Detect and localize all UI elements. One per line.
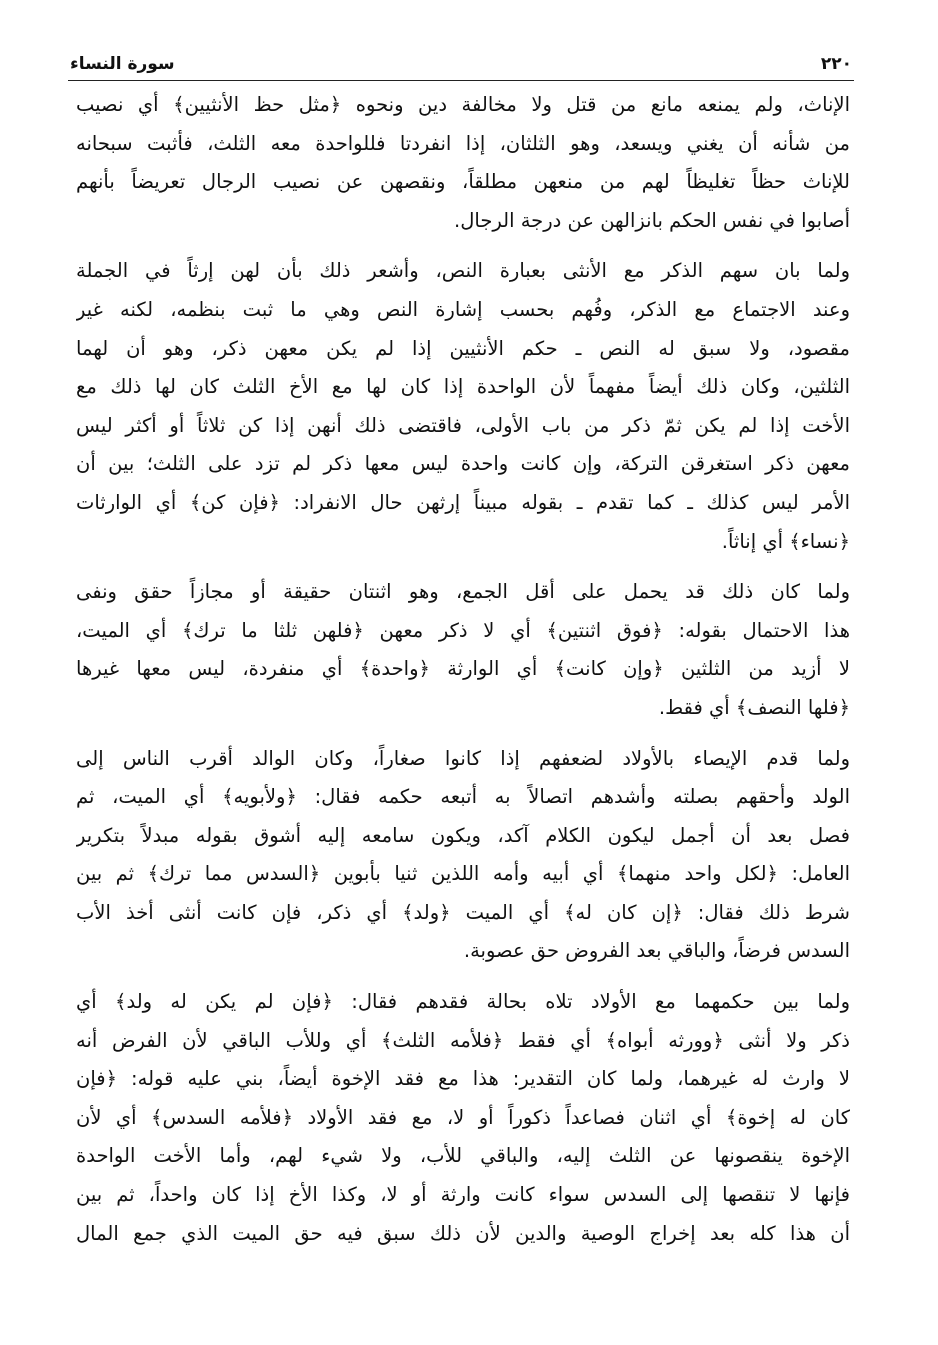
text-line: ولما بين حكمهما مع الأولاد تلاه بحالة فقدهم فقال: ﴿فإن لم يكن له ولد﴾ أي bbox=[76, 990, 850, 1014]
text-line: فإنها لا تنقصها إلى السدس سواء كانت وارثة أو لا، وكذا الأخ إذا كان واحداً، ثم بين bbox=[76, 1183, 850, 1207]
paragraph-3 bbox=[76, 573, 850, 727]
paragraph-2 bbox=[76, 252, 850, 561]
text-line: الإخوة ينقصونها عن الثلث إليه، والباقي للأب، ولا شيء لهم، وأما الأخت الواحدة bbox=[76, 1144, 850, 1168]
text-line: لا وارث له غيرهما، ولما كان التقدير: هذا مع فقد الإخوة أيضاً، بني عليه قوله: ﴿فإن bbox=[76, 1067, 850, 1091]
text-line: شرط ذلك فقال: ﴿إن كان له﴾ أي الميت ﴿ولد﴾ أي ذكر، فإن كانت أنثى أخذ الأب bbox=[76, 900, 850, 924]
text-line: ولما بان سهم الذكر مع الأنثى بعبارة النص، وأشعر ذلك بأن لهن إرثاً في الجملة bbox=[76, 259, 850, 283]
text-line: الولد وأحقهم بصلته وأشدهم اتصالاً به أتبعه حكمه فقال: ﴿ولأبويه﴾ أي الميت، ثم bbox=[76, 785, 850, 809]
text-line: كان له إخوة﴾ أي اثنان فصاعداً ذكوراً أو لا، مع فقد الأولاد ﴿فلأمه السدس﴾ أي لأن bbox=[76, 1105, 850, 1129]
text-line: ﴿فلها النصف﴾ أي فقط. bbox=[658, 695, 850, 719]
text-line: الأمر ليس كذلك ـ كما تقدم ـ بقوله مبيناً إرثهن حال الانفراد: ﴿فإن كن﴾ أي الوارثات bbox=[76, 490, 850, 514]
text-line: أن هذا كله بعد إخراج الوصية والدين لأن ذلك سبق فيه حق الميت الذي جمع المال bbox=[76, 1221, 850, 1245]
text-line: السدس فرضاً، والباقي بعد الفروض حق عصوبة. bbox=[463, 939, 850, 963]
text-line: ولما كان ذلك قد يحمل على أقل الجمع، وهو اثنتان حقيقة أو مجازاً حقق ونفى bbox=[76, 580, 850, 604]
text-line: من شأنه أن يغني ويسعد، وهو الثلثان، إذا انفردتا فللواحدة معه الثلث، فأثبت سبحانه bbox=[76, 131, 850, 155]
text-line: ذكر ولا أنثى ﴿وورثه أبواه﴾ أي فقط ﴿فلأمه الثلث﴾ أي وللأب الباقي لأن الفرض أنه bbox=[76, 1028, 850, 1052]
text-line: العامل: ﴿لكل واحد منهما﴾ أي أبيه وأمه اللذين ثنيا بأبوين ﴿السدس مما ترك﴾ ثم بين bbox=[76, 862, 850, 886]
paragraph-4 bbox=[76, 740, 850, 972]
text-line: لا أزيد من الثلثين ﴿وإن كانت﴾ أي الوارثة ﴿واحدة﴾ أي منفردة، ليس معها غيرها bbox=[76, 657, 850, 681]
surah-title: سورة النساء bbox=[70, 54, 175, 74]
page-body bbox=[76, 86, 850, 1265]
page-number: ٢٢٠ bbox=[820, 54, 852, 74]
text-line: هذا الاحتمال بقوله: ﴿فوق اثنتين﴾ أي لا ذكر معهن ﴿فلهن ثلثا ما ترك﴾ أي الميت، bbox=[76, 618, 850, 642]
paragraph-1 bbox=[76, 86, 850, 240]
header-divider bbox=[68, 80, 854, 81]
text-line: معهن ذكر استغرقن التركة، وإن كانت واحدة ليس معها ذكر لم تزد على الثلث؛ بين أن bbox=[76, 452, 850, 476]
text-line: فصل بعد أن أجمل ليكون الكلام آكد، ويكون سامعه إليه أشوق بقوله مبدلاً بتكرير bbox=[76, 823, 850, 847]
page-header bbox=[70, 44, 852, 74]
paragraph-5 bbox=[76, 983, 850, 1253]
text-line: ولما قدم الإيصاء بالأولاد لضعفهم إذا كانوا صغاراً، وكان الوالد أقرب الناس إلى bbox=[76, 746, 850, 770]
text-line: ﴿نساء﴾ أي إناثاً. bbox=[721, 529, 850, 553]
text-line: الأخت إذا لم يكن ثمّ ذكر من باب الأولى، فاقتضى ذلك أنهن إذا كن ثلاثاً أو أكثر ليس bbox=[76, 413, 850, 437]
text-line: الإناث، ولم يمنعه مانع من قتل ولا مخالفة دين ونحوه ﴿مثل حظ الأنثيين﴾ أي نصيب bbox=[76, 93, 850, 116]
text-line: الثلثين، وكان ذلك أيضاً مفهماً لأن الواحدة إذا كان لها مع الأخ الثلث كان لها ذلك مع bbox=[76, 375, 850, 399]
text-line: أصابوا في نفس الحكم بانزالهن عن درجة الرجال. bbox=[454, 208, 850, 232]
text-line: وعند الاجتماع مع الذكر، وفُهم بحسب إشارة النص وهي ما ثبت بنظمه، لكنه غير bbox=[76, 297, 850, 321]
text-line: للإناث حظاً تغليظاً لهم من منعهن مطلقاً، ونقصهن عن نصيب الرجال تعريضاً بأنهم bbox=[76, 170, 850, 194]
text-line: مقصود، ولا سبق له النص ـ حكم الأنثيين إذا لم يكن معهن ذكر، وهو أن لهما bbox=[76, 336, 850, 360]
